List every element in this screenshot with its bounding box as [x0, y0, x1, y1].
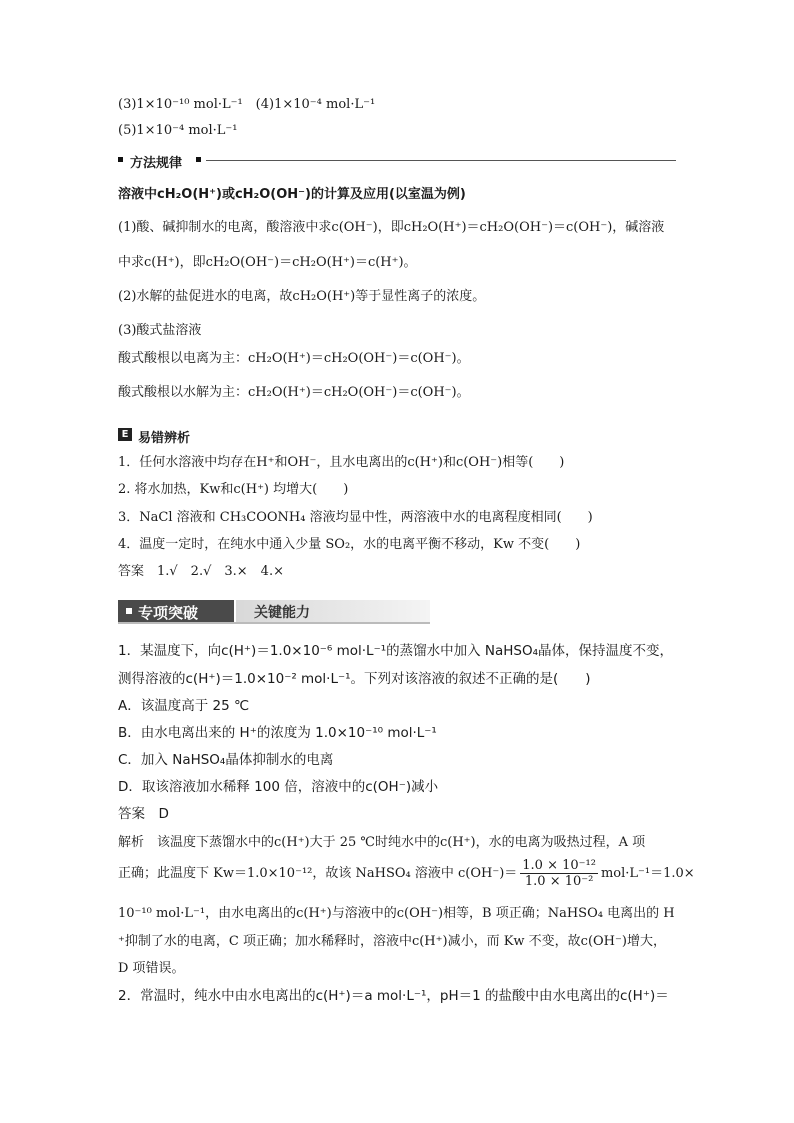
method-paragraph-5: 酸式酸根以水解为主：cH₂O(H⁺)＝cH₂O(OH⁻)＝c(OH⁻)。 — [118, 385, 470, 400]
square-bullet-icon — [196, 157, 201, 162]
square-bullet-icon — [126, 608, 132, 614]
square-bullet-icon — [118, 157, 123, 162]
q1-explanation-2 — [118, 856, 695, 892]
method-paragraph-4: 酸式酸根以电离为主：cH₂O(H⁺)＝cH₂O(OH⁻)＝c(OH⁻)。 — [118, 351, 470, 366]
q1-explanation-1: 解析 该温度下蒸馏水中的c(H⁺)大于 25 ℃时纯水中的c(H⁺)，水的电离为吸热过程，A 项 — [118, 835, 646, 850]
q1-explanation-2-post: mol·L⁻¹＝1.0× — [600, 866, 695, 881]
error-header-label: 易错辨析 — [138, 431, 191, 446]
q1-option-a: A．该温度高于 25 ℃ — [118, 698, 250, 714]
divider — [234, 600, 236, 622]
answer-line-3-4: (3)1×10⁻¹⁰ mol·L⁻¹ (4)1×10⁻⁴ mol·L⁻¹ — [118, 97, 376, 112]
error-item-2: 2. 将水加热，Kw和c(H⁺) 均增大( ) — [118, 482, 349, 497]
section-banner — [118, 597, 430, 623]
fraction-numerator: 1.0 × 10⁻¹² — [522, 858, 596, 873]
error-e-icon: E — [118, 428, 132, 441]
error-item-3: 3．NaCl 溶液和 CH₃COONH₄ 溶液均显中性，两溶液中水的电离程度相同( ) — [118, 510, 593, 525]
q1-stem-2: 测得溶液的c(H⁺)＝1.0×10⁻² mol·L⁻¹。下列对该溶液的叙述不正确的是( ) — [118, 671, 591, 687]
fraction — [520, 858, 598, 889]
divider — [206, 160, 676, 161]
method-title: 溶液中cH₂O(H⁺)或cH₂O(OH⁻)的计算及应用(以室温为例) — [118, 187, 466, 202]
q1-explanation-5: D 项错误。 — [118, 961, 185, 976]
error-answer: 答案 1.√ 2.√ 3.× 4.× — [118, 564, 284, 579]
banner-left-label: 专项突破 — [138, 604, 199, 622]
banner-left — [118, 600, 234, 622]
banner-right-label: 关键能力 — [254, 605, 310, 621]
fraction-denominator: 1.0 × 10⁻² — [524, 874, 594, 889]
method-paragraph-1a: (1)酸、碱抑制水的电离，酸溶液中求c(OH⁻)，即cH₂O(H⁺)＝cH₂O(OH⁻)＝c(OH⁻)，碱溶液 — [118, 220, 665, 235]
method-paragraph-2: (2)水解的盐促进水的电离，故cH₂O(H⁺)等于显性离子的浓度。 — [118, 289, 486, 304]
method-paragraph-1b: 中求c(H⁺)，即cH₂O(OH⁻)＝cH₂O(H⁺)＝c(H⁺)。 — [118, 255, 417, 270]
q2-stem: 2．常温时，纯水中由水电离出的c(H⁺)＝a mol·L⁻¹，pH＝1 的盐酸中由水电离出的c(H⁺)＝ — [118, 988, 669, 1004]
answer-line-5: (5)1×10⁻⁴ mol·L⁻¹ — [118, 123, 238, 138]
q1-explanation-4: ⁺抑制了水的电离，C 项正确；加水稀释时，溶液中c(H⁺)减小，而 Kw 不变，故c(OH⁻)增大， — [118, 934, 666, 949]
method-header-label: 方法规律 — [130, 156, 183, 171]
error-item-1: 1．任何水溶液中均存在H⁺和OH⁻，且水电离出的c(H⁺)和c(OH⁻)相等( ) — [118, 455, 565, 470]
method-paragraph-3: (3)酸式盐溶液 — [118, 323, 202, 338]
q1-option-d: D．取该溶液加水稀释 100 倍，溶液中的c(OH⁻)减小 — [118, 779, 439, 795]
banner-underline — [118, 622, 430, 624]
q1-stem-1: 1．某温度下，向c(H⁺)＝1.0×10⁻⁶ mol·L⁻¹的蒸馏水中加入 NaHSO₄晶体，保持温度不变， — [118, 643, 674, 659]
q1-explanation-3: 10⁻¹⁰ mol·L⁻¹，由水电离出的c(H⁺)与溶液中的c(OH⁻)相等，B 项正确；NaHSO₄ 电离出的 H — [118, 906, 675, 921]
q1-option-b: B．由水电离出来的 H⁺的浓度为 1.0×10⁻¹⁰ mol·L⁻¹ — [118, 725, 437, 741]
q1-explanation-2-pre: 正确；此温度下 Kw＝1.0×10⁻¹²，故该 NaHSO₄ 溶液中 c(OH⁻)＝ — [118, 866, 518, 881]
banner-right — [234, 600, 430, 622]
method-section-header — [118, 152, 676, 171]
q1-answer: 答案 D — [118, 806, 169, 822]
q1-option-c: C．加入 NaHSO₄晶体抑制水的电离 — [118, 752, 334, 768]
error-item-4: 4．温度一定时，在纯水中通入少量 SO₂，水的电离平衡不移动，Kw 不变( ) — [118, 537, 581, 552]
